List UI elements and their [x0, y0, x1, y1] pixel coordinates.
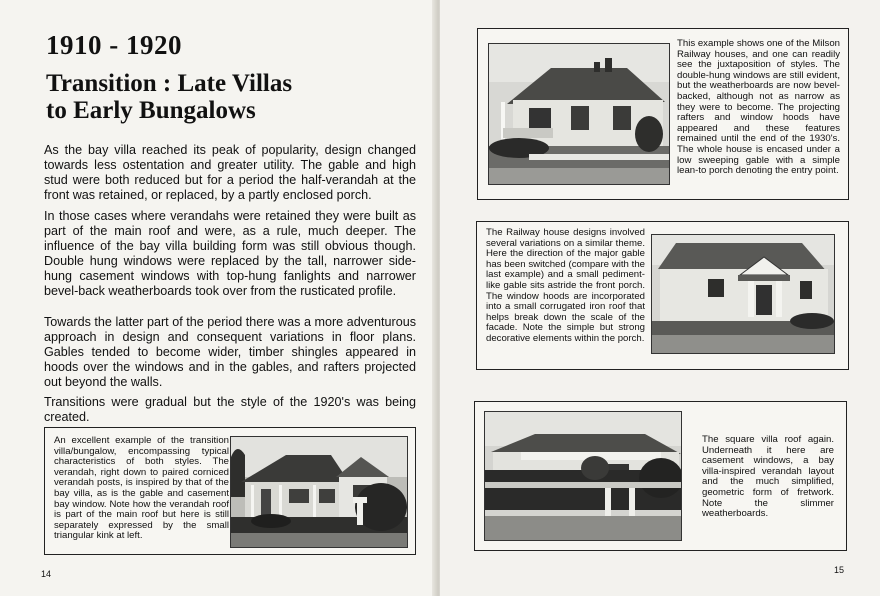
house-photo-left — [230, 436, 408, 548]
figure-box-3 — [474, 401, 847, 551]
figure-box-left — [44, 427, 416, 555]
era-heading: 1910 - 1920 — [46, 30, 182, 60]
caption-left: An excellent example of the transition villa/bungalow, encompassing typical characteristics of both styles. The verandah, right down to paired corniced verandah posts, is inspired by that of the bay villa, as is the gable and casement bay window. Note how the verandah roof is part of the main roof but here is still separately expressed by the small triangular kink at left. — [54, 435, 229, 542]
page-title — [46, 70, 292, 124]
house-photo-1 — [488, 43, 670, 185]
caption-2: The Railway house designs involved several variations on a similar theme. Here the direction of the major gable has been switched (compare with the last example) and a small pediment-like gable sits astride the front porch. The window hoods are incorporated into a small corrugated iron roof that helps break down the scale of the facade. Note the simple but strong decorative elements within the porch. — [486, 227, 645, 344]
page-number-left: 14 — [41, 569, 52, 579]
right-page — [440, 0, 880, 596]
house-photo-3 — [484, 411, 682, 541]
left-page — [0, 0, 438, 596]
figure-box-1 — [477, 28, 849, 200]
caption-1: This example shows one of the Milson Railway houses, and one can readily see the juxtaposition of styles. The double-hung windows are still evident, but the weatherboards are now bevel-backed, although not as narrow as they were to become. The projecting rafters and window hoods have appeared and these features remained until the end of the 1930's. The whole house is encased under a low sweeping gable with a simple lean-to porch denoting the entry point. — [677, 38, 840, 177]
figure-box-2 — [476, 221, 849, 370]
paragraph-2: In those cases where verandahs were retained they were built as part of the main roof and were, as a rule, much deeper. The influence of the bay villa building form was still obvious though. Double hung windows were replaced by the tall, narrower side-hung casement windows with top-hung fanlights and narrower bevel-back weatherboards took over from the rusticated profile. — [44, 209, 416, 298]
title-line-2: to Early Bungalows — [46, 97, 256, 124]
paragraph-3: Towards the latter part of the period there was a more adventurous approach in design and consequent variations in floor plans. Gables tended to become wider, timber shingles appeared in hoods over the windows and in the gables, and rafters projected out beyond the walls. — [44, 315, 416, 389]
title-line-1: Transition : Late Villas — [46, 70, 293, 97]
paragraph-1: As the bay villa reached its peak of popularity, design changed towards less ostentation and greater utility. The gable and high stud were both reduced but for a period the half-verandah at the front was retained, or replaced, by a partly enclosed porch. — [44, 143, 416, 202]
caption-3: The square villa roof again. Underneath it here are casement windows, a bay villa-inspired verandah layout and the much simplified, geometric form of fretwork. Note the slimmer weatherboards. — [702, 434, 834, 520]
page-number-right: 15 — [834, 565, 845, 575]
paragraph-4: Transitions were gradual but the style of the 1920's was being created. — [44, 395, 416, 424]
house-photo-2 — [651, 234, 835, 354]
